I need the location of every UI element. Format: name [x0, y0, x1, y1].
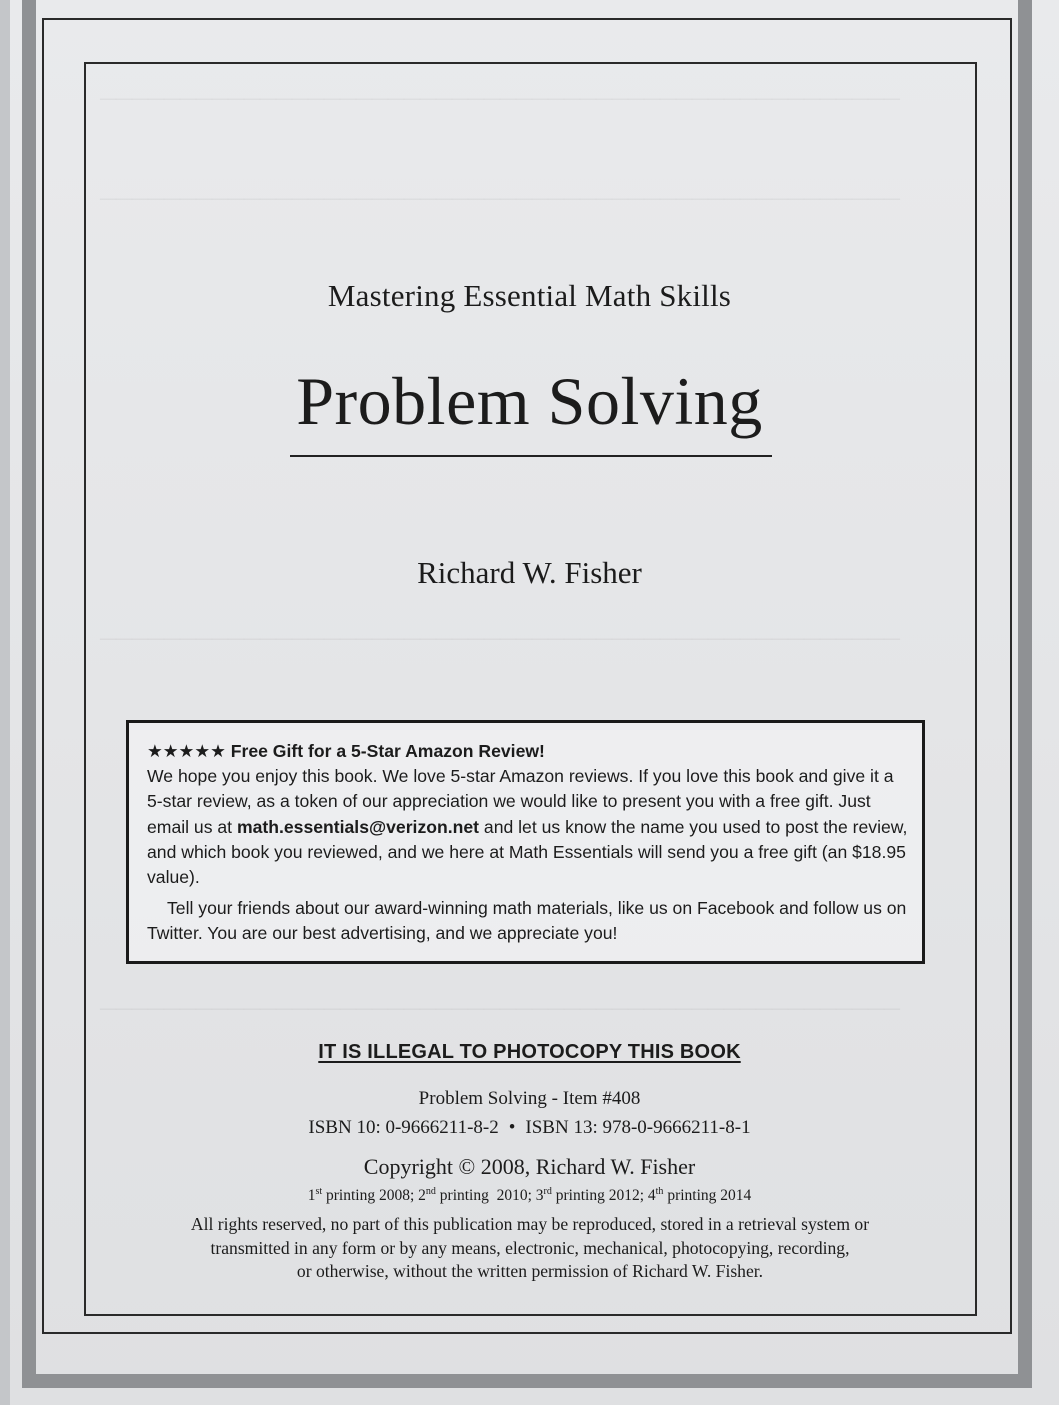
item-number: Problem Solving - Item #408	[418, 1088, 641, 1109]
photocopy-warning-text: IT IS ILLEGAL TO PHOTOCOPY THIS BOOK	[318, 1041, 741, 1063]
photocopy-warning	[0, 1041, 1059, 1064]
gift-text-end: and let us know the name you used to post the review, and which book you reviewed, and we here at Math Essentials will send you a free gift (an $18.95 value).	[147, 816, 908, 888]
bleed-through-text: ——————————————————————————————————————————————————	[100, 190, 900, 207]
bleed-through-text: ——————————————————————————————————————————————————	[100, 630, 900, 647]
rights-statement	[110, 1213, 950, 1284]
bleed-through-text: ——————————————————————————————————————————————————	[100, 1000, 900, 1017]
gift-email: math.essentials@verizon.net	[236, 816, 480, 837]
printing-entry: 4th printing 2014	[647, 1186, 752, 1205]
printing-entry: 2nd printing 2010;	[418, 1186, 536, 1205]
gift-heading: ★★★★★ Free Gift for a 5-Star Amazon Review!	[147, 741, 545, 761]
isbn-separator: •	[508, 1117, 516, 1138]
isbn-10: ISBN 10: 0-9666211-8-2	[308, 1117, 499, 1138]
rights-line: transmitted in any form or by any means, electronic, mechanical, photocopying, recording,	[210, 1237, 850, 1258]
series-title: Mastering Essential Math Skills	[327, 278, 732, 313]
title-underline	[290, 455, 772, 457]
author-name: Richard W. Fisher	[417, 555, 642, 590]
printing-history	[0, 1186, 1059, 1205]
gift-text-start: We hope you enjoy this book. We love 5-star Amazon reviews. If you love this book and give it a 5-star review, as a token of our appreciation we would like to present you with a free gift. Just email us at	[147, 766, 894, 837]
printing-entry: 3rd printing 2012;	[535, 1186, 648, 1205]
book-title: Problem Solving	[296, 363, 763, 439]
rights-line: All rights reserved, no part of this publication may be reproduced, stored in a retrieval system or	[190, 1214, 870, 1234]
bleed-through-text: ——————————————————————————————————————————————————	[100, 90, 900, 107]
copyright-notice: Copyright © 2008, Richard W. Fisher	[363, 1154, 696, 1179]
printing-entry: 1st printing 2008;	[307, 1186, 419, 1205]
rights-line: or otherwise, without the written permission of Richard W. Fisher.	[296, 1261, 764, 1281]
gift-paragraph	[147, 764, 912, 890]
social-paragraph: Tell your friends about our award-winning math materials, like us on Facebook and follow us on Twitter. You are our best advertising, and we appreciate you!	[147, 898, 907, 944]
isbn-line	[0, 1117, 1059, 1139]
gift-offer-box	[126, 720, 925, 964]
isbn-13: ISBN 13: 978-0-9666211-8-1	[525, 1117, 751, 1138]
